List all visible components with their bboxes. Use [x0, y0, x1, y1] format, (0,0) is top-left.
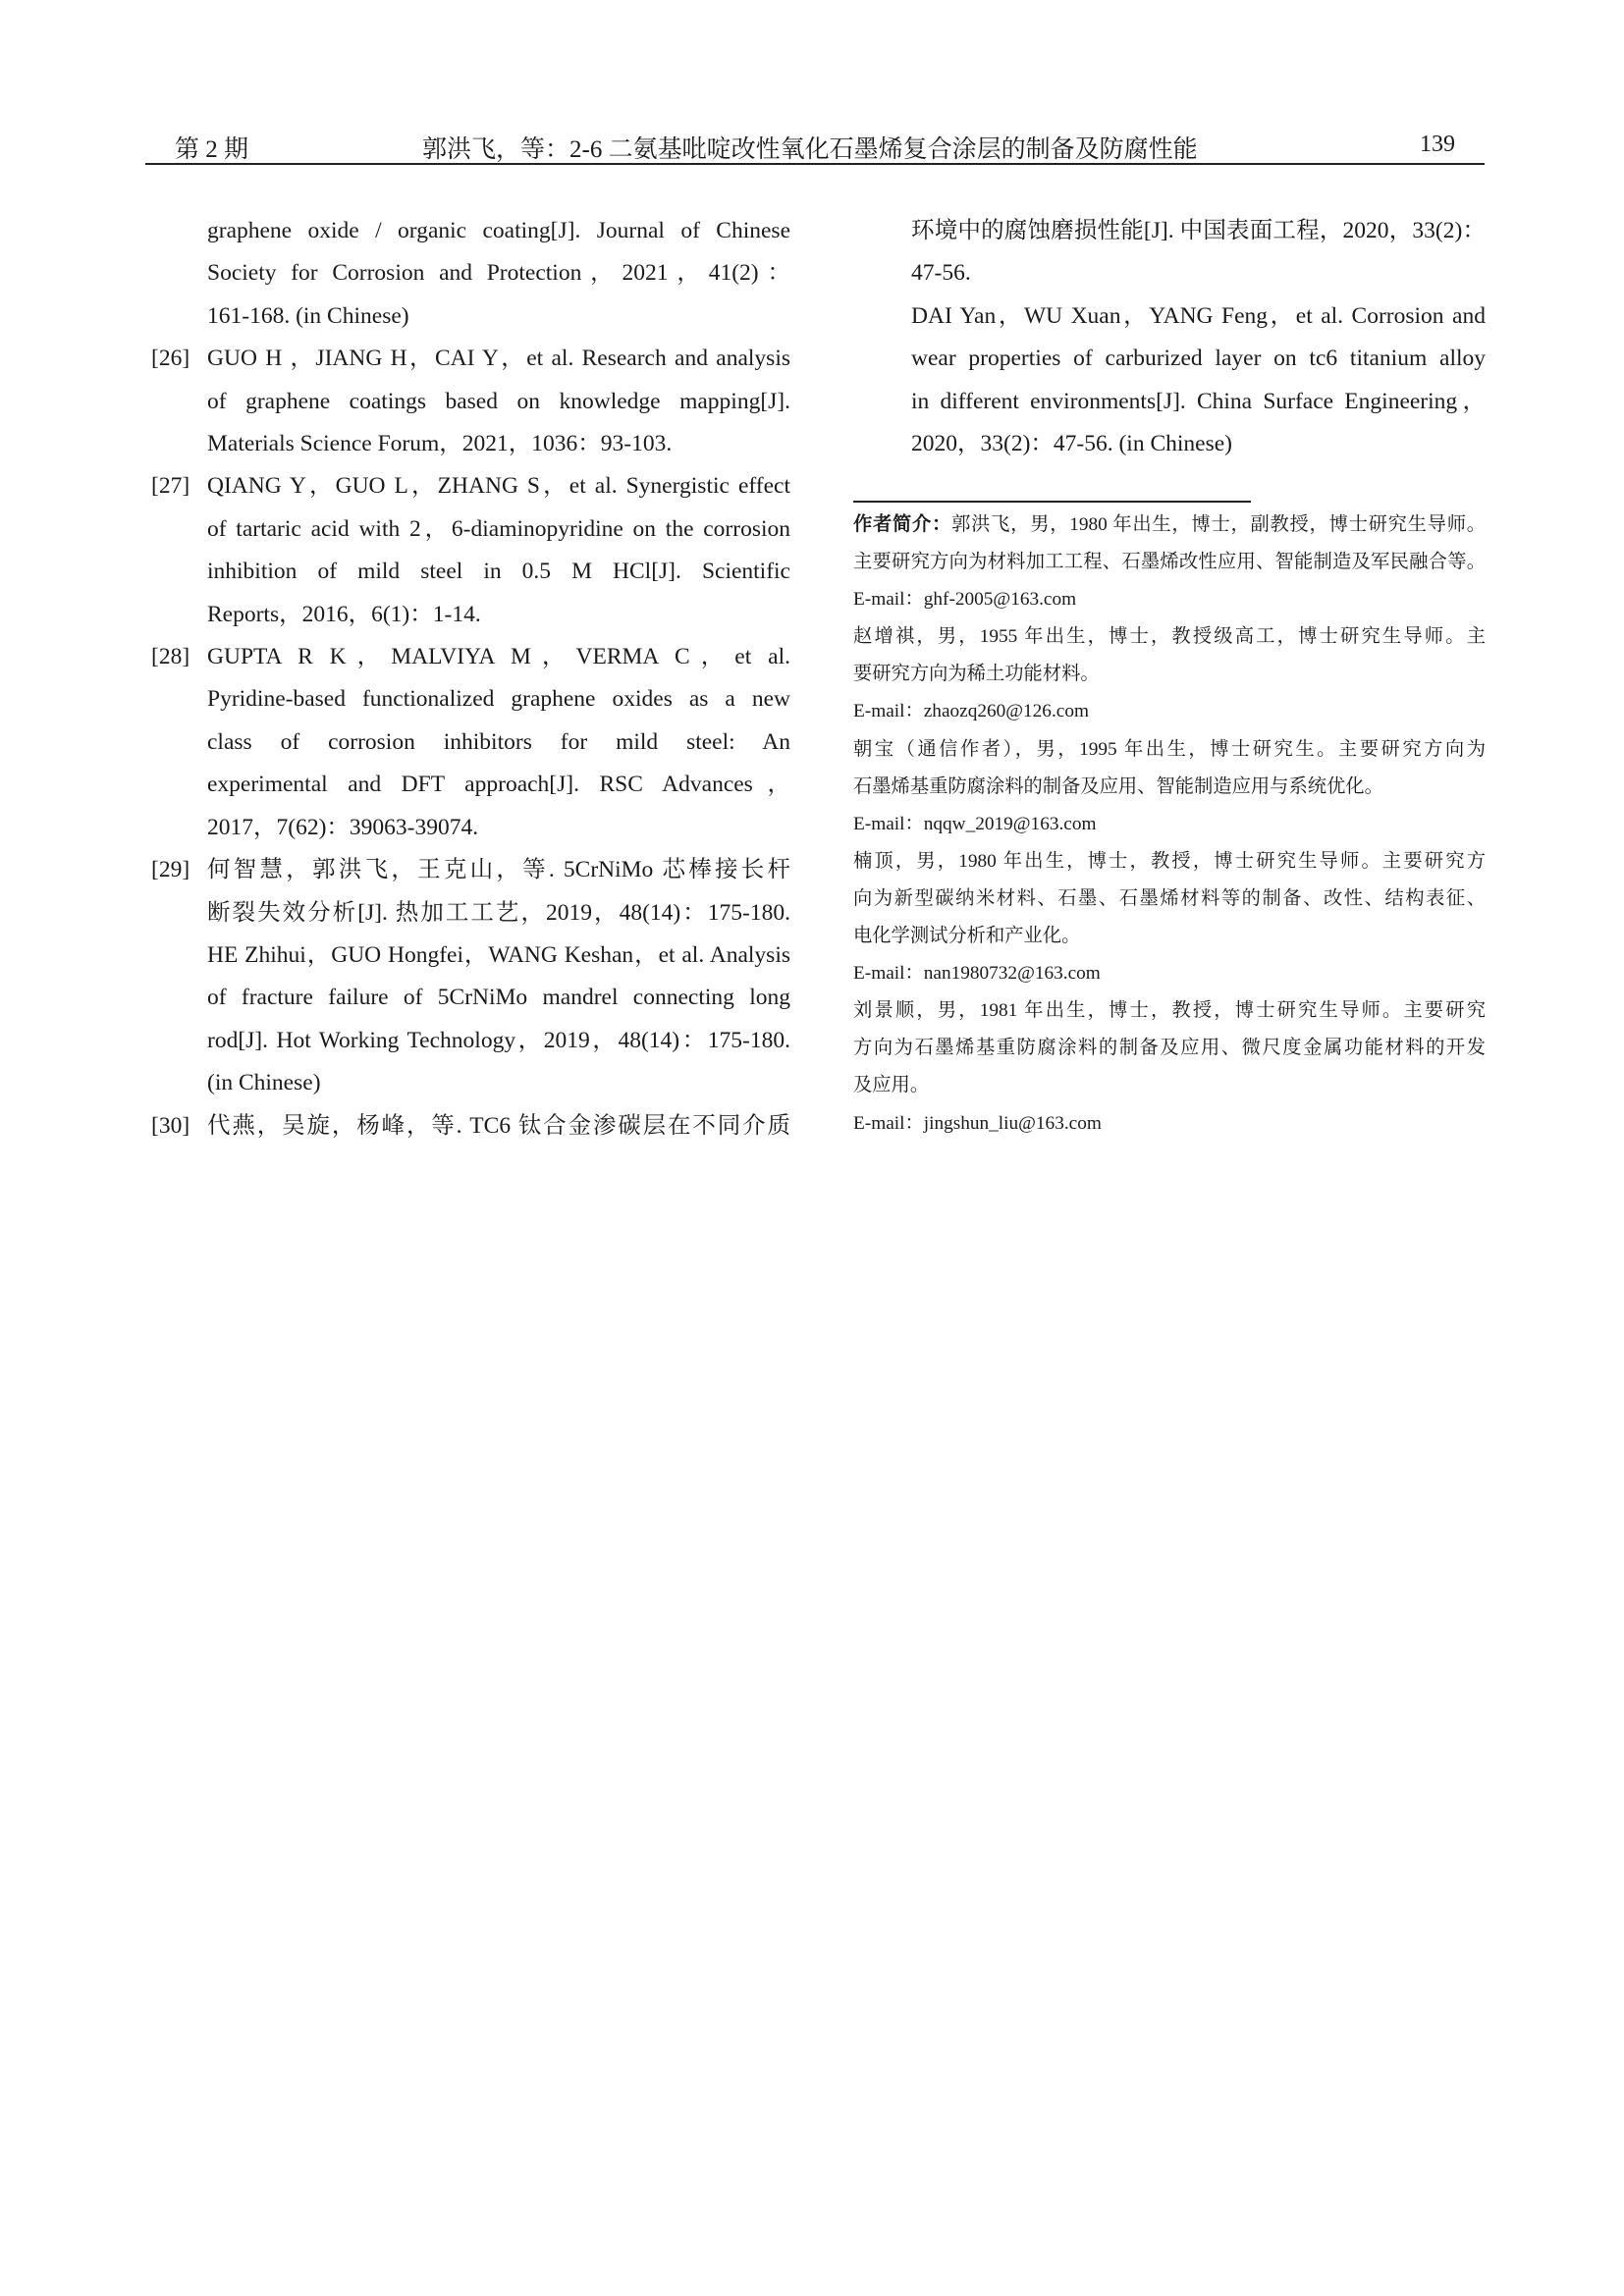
- reference-29: [149, 849, 790, 1104]
- text-line: 2020，33(2)：47-56. (in Chinese): [911, 431, 1232, 457]
- right-column: [853, 210, 1486, 465]
- bio-line: 赵增祺，男，1955 年出生，博士，教授级高工，博士研究生导师。主: [853, 626, 1486, 648]
- left-column: [149, 210, 790, 1148]
- bio-divider: [853, 501, 1251, 503]
- bio-line: 主要研究方向为材料加工工程、石墨烯改性应用、智能制造及军民融合等。: [853, 552, 1486, 573]
- bio-line: 刘景顺，男，1981 年出生，博士，教授，博士研究生导师。主要研究: [853, 1000, 1486, 1022]
- text-line: Reports，2016，6(1)：1-14.: [207, 601, 481, 627]
- issue-label: 第 2 期: [175, 136, 249, 163]
- text-line: of graphene coatings based on knowledge mapping[J].: [207, 388, 790, 414]
- text-line: wear properties of carburized layer on tc6 titanium alloy: [911, 346, 1486, 372]
- reference-30-continuation: [853, 210, 1486, 465]
- bio-email: E-mail：ghf-2005@163.com: [853, 589, 1077, 611]
- reference-27: [149, 465, 790, 636]
- text-line: experimental and DFT approach[J]. RSC Advances，: [207, 772, 790, 798]
- text-line: 何智慧，郭洪飞，王克山，等. 5CrNiMo 芯棒接长杆: [207, 857, 790, 883]
- reference-28: [149, 636, 790, 849]
- bio-email: E-mail：nan1980732@163.com: [853, 963, 1101, 985]
- bio-line: 及应用。: [853, 1075, 930, 1096]
- text-line: DAI Yan，WU Xuan，YANG Feng，et al. Corrosion and: [911, 302, 1486, 329]
- text-line: of fracture failure of 5CrNiMo mandrel connecting long: [207, 985, 790, 1011]
- bio-line: 石墨烯基重防腐涂料的制备及应用、智能制造应用与系统优化。: [853, 775, 1383, 797]
- reference-26: [149, 338, 790, 465]
- text-line: 代燕，吴旋，杨峰，等. TC6 钛合金渗碳层在不同介质: [207, 1112, 790, 1139]
- reference-30: [149, 1105, 790, 1148]
- reference-number: [27]: [151, 473, 190, 500]
- bio-line: [853, 507, 1486, 544]
- text-line: GUPTA R K，MALVIYA M，VERMA C，et al.: [207, 644, 790, 670]
- bio-email: E-mail：jingshun_liu@163.com: [853, 1112, 1102, 1134]
- reference-number: [30]: [151, 1112, 190, 1139]
- text-line: of tartaric acid with 2，6-diaminopyridine on the corrosion: [207, 515, 790, 542]
- text-line: 断裂失效分析[J]. 热加工工艺，2019，48(14)：175-180.: [207, 899, 790, 926]
- bio-line: 向为新型碳纳米材料、石墨、石墨烯材料等的制备、改性、结构表征、: [853, 887, 1486, 909]
- text-line: inhibition of mild steel in 0.5 M HCl[J]. Scientific: [207, 559, 790, 585]
- text-line: Materials Science Forum，2021，1036：93-103.: [207, 431, 673, 457]
- text-line: 47-56.: [911, 260, 971, 287]
- text-line: Society for Corrosion and Protection，2021，41(2)：: [207, 260, 790, 287]
- reference-number: [26]: [151, 346, 190, 372]
- author-bios: [853, 507, 1486, 1143]
- reference-number: [28]: [151, 644, 190, 670]
- text-line: 161-168. (in Chinese): [207, 302, 409, 329]
- reference-continuation: [149, 210, 790, 338]
- bio-email: E-mail：nqqw_2019@163.com: [853, 813, 1097, 834]
- bio-line: 方向为石墨烯基重防腐涂料的制备及应用、微尺度金属功能材料的开发: [853, 1038, 1486, 1059]
- text-line: HE Zhihui，GUO Hongfei，WANG Keshan，et al. Analysis: [207, 941, 790, 968]
- bio-line: 要研究方向为稀土功能材料。: [853, 664, 1100, 685]
- text-line: GUO H ，JIANG H，CAI Y，et al. Research and analysis: [207, 346, 790, 372]
- bio-label: 作者简介：: [853, 514, 952, 535]
- text-line: 2017，7(62)：39063-39074.: [207, 814, 479, 840]
- bio-email: E-mail：zhaozq260@126.com: [853, 701, 1089, 722]
- text-line: QIANG Y，GUO L，ZHANG S，et al. Synergistic effect: [207, 473, 790, 500]
- bio-line: 朝宝（通信作者），男，1995 年出生，博士研究生。主要研究方向为: [853, 738, 1486, 760]
- text-line: rod[J]. Hot Working Technology，2019，48(14)：175-180.: [207, 1027, 790, 1053]
- bio-line: 楠顶，男，1980 年出生，博士，教授，博士研究生导师。主要研究方: [853, 850, 1486, 872]
- text-line: (in Chinese): [207, 1070, 321, 1096]
- page-number: 139: [1420, 132, 1455, 157]
- page-header: [145, 124, 1485, 163]
- text-line: graphene oxide / organic coating[J]. Journal of Chinese: [207, 218, 790, 243]
- bio-line: 电化学测试分析和产业化。: [853, 926, 1081, 947]
- text-line: 环境中的腐蚀磨损性能[J]. 中国表面工程，2020，33(2)：: [911, 218, 1486, 243]
- text-line: in different environments[J]. China Surface Engineering，: [911, 388, 1486, 414]
- bio-text: 郭洪飞，男，1980 年出生，博士，副教授，博士研究生导师。: [951, 514, 1486, 535]
- running-title: 郭洪飞，等：2-6 二氨基吡啶改性氧化石墨烯复合涂层的制备及防腐性能: [422, 136, 1198, 163]
- header-divider: [145, 163, 1485, 165]
- reference-number: [29]: [151, 857, 190, 883]
- text-line: Pyridine-based functionalized graphene oxides as a new: [207, 686, 790, 713]
- text-line: class of corrosion inhibitors for mild steel: An: [207, 728, 790, 755]
